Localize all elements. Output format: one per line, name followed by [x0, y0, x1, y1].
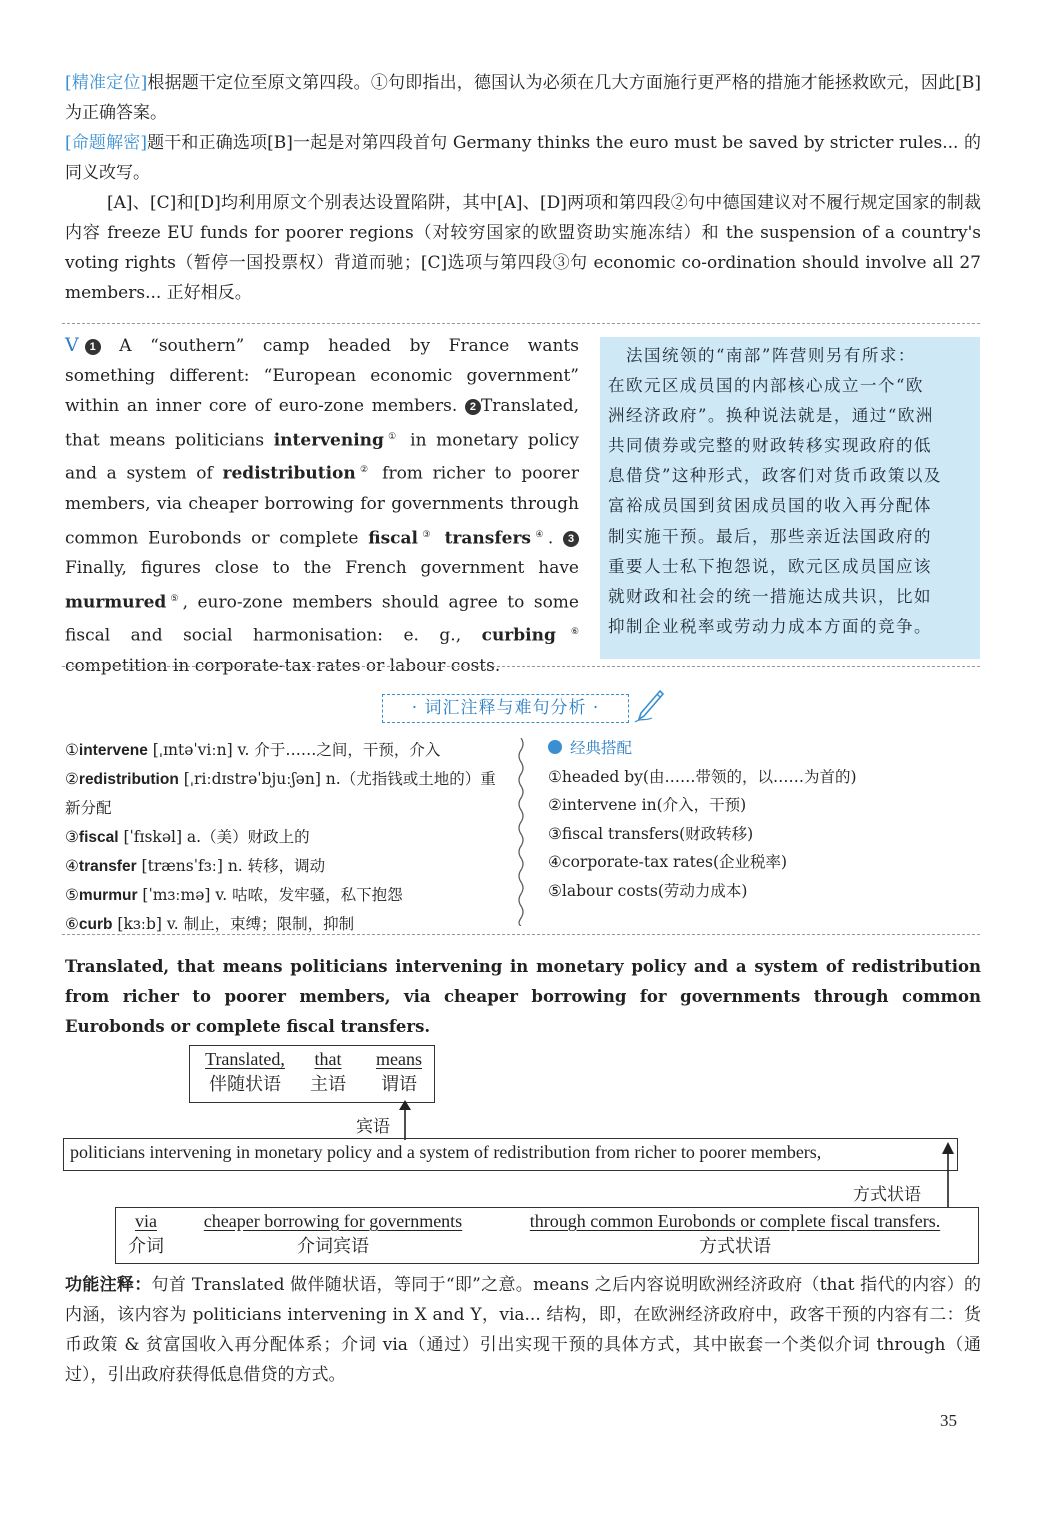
analysis-para-3: [A]、[C]和[D]均利用原文个别表达设置陷阱，其中[A]、[D]两项和第四段②句中德国建议对不履行规定国家的制裁内容 freeze EU funds for poorer regions（对较穷国家的欧盟资助实施冻结）和 the suspension of a country's voting rights（暂停一国投票权）背道而驰；[C]选项与第四段③句 economic co-ordination should involve all 27 members... 正好相反。 — [65, 193, 981, 303]
passage-paragraph: V 1 A “southern” camp headed by France wants something different: “European economic government” within an inner core of euro-zone members. 2 Translated, that means politicians intervening① in monetary policy and a system of redistribution② from richer to poorer members, via cheaper borrowing for governments through common Eurobonds or complete fiscal③ transfers④. 3 Finally, figures close to the French government have murmured⑤, euro-zone members should agree to some fiscal and social harmonisation: e. g., curbing⑥ competition in corporate-tax rates or labour costs. — [65, 334, 579, 677]
vocab-item: ②redistribution [ˌriːdɪstrəˈbjuːʃən] n.（尤指钱或土地的）重新分配 — [65, 770, 496, 818]
page-number: 35 — [940, 1411, 957, 1430]
divider — [62, 934, 980, 935]
vocab-item: ③fiscal [ˈfɪskəl] a.（美）财政上的 — [65, 827, 310, 846]
clause-cell: means 谓语 — [376, 1049, 422, 1094]
manner-label: 方式状语 — [853, 1185, 921, 1205]
vocab-item: ⑤murmur [ˈmɜːmə] v. 咕哝，发牢骚，私下抱怨 — [65, 886, 403, 905]
tag-question-decode: [命题解密] — [65, 133, 147, 153]
sentence-number-3: 3 — [563, 531, 579, 547]
vocab-list — [65, 736, 505, 939]
collocation-item: ①headed by(由……带领的，以……为首的) — [548, 767, 857, 786]
analysis-para-2: [命题解密]题干和正确选项[B]一起是对第四段首句 Germany thinks the euro must be saved by stricter rules... 的同义改写。 — [65, 133, 982, 183]
divider — [62, 323, 980, 324]
translation-box: 法国统领的“南部”阵营则另有所求： 在欧元区成员国的内部核心成立一个“欧 洲经济政府”。换种说法就是，通过“欧洲 共同债券或完整的财政转移实现政府的低 息借贷”这种形式，政客们对货币政策以及 富裕成员国到贫困成员国的收入再分配体 制实施干预。最后，那些亲近法国政府的 重要人士私下抱怨说，欧元区成员国应该 就财政和社会的统一措施达成共识，比如 抑制企业税率或劳动力成本方面的竞争。 — [600, 337, 980, 659]
collocation-item: ④corporate-tax rates(企业税率) — [548, 853, 788, 871]
vocab-word-intervening: intervening — [273, 430, 384, 451]
collocation-list — [548, 734, 988, 905]
tag-precise-location: [精准定位] — [65, 73, 148, 93]
clause-cell: via 介词 — [128, 1211, 164, 1256]
analysis-para-1: [精准定位]根据题干定位至原文第四段。①句即指出，德国认为必须在几大方面施行更严格的措施才能拯救欧元，因此[B]为正确答案。 — [65, 73, 982, 123]
clause-cell: that 主语 — [310, 1049, 346, 1094]
vocab-item: ①intervene [ˌɪntəˈviːn] v. 介于……之间，干预，介入 — [65, 741, 441, 759]
vocab-item: ⑥curb [kɜːb] v. 制止，束缚；限制，抑制 — [65, 915, 355, 934]
clause-box-manner — [115, 1207, 979, 1264]
paragraph-roman-numeral: V — [65, 334, 79, 356]
pen-icon — [632, 688, 666, 724]
wavy-divider — [515, 738, 527, 926]
vocab-word-curbing: curbing — [481, 626, 556, 647]
vocab-word-redistribution: redistribution — [222, 464, 356, 485]
function-note-label: 功能注释： — [65, 1275, 152, 1295]
divider — [62, 666, 980, 667]
vocab-word-fiscal: fiscal — [368, 528, 418, 549]
clause-box-object: politicians intervening in monetary policy and a system of redistribution from richer to poorer members, — [63, 1138, 958, 1171]
vocab-word-transfers: transfers — [444, 528, 531, 549]
sentence-number-1: 1 — [85, 339, 101, 355]
bullet-icon — [548, 740, 562, 754]
collocation-item: ⑤labour costs(劳动力成本) — [548, 881, 748, 900]
clause-cell: through common Eurobonds or complete fiscal transfers. 方式状语 — [529, 1211, 941, 1256]
difficult-sentence: Translated, that means politicians intervening in monetary policy and a system of redistribution from richer to poorer members, via cheaper borrowing for governments through common Eurobonds or complete fiscal transfers. — [65, 957, 981, 1036]
vocab-section-title: · 词汇注释与难句分析 · — [382, 694, 629, 723]
vocab-item: ④transfer [trænsˈfɜː] n. 转移，调动 — [65, 856, 326, 875]
sentence-number-2: 2 — [465, 399, 481, 415]
function-note: 功能注释：句首 Translated 做伴随状语，等同于“即”之意。means 之后内容说明欧洲经济政府（that 指代的内容）的内涵，该内容为 politicians intervening in X and Y，via... 结构，即，在欧洲经济政府中，政客干预的内容有二：货币政策 & 贫富国收入再分配体系；介词 via（通过）引出实现干预的具体方式，其中嵌套一个类似介词 through（通过），引出政府获得低息借贷的方式。 — [65, 1275, 981, 1385]
clause-cell: Translated, 伴随状语 — [205, 1049, 285, 1094]
arrow-up-icon — [395, 1098, 415, 1140]
arrow-up-icon — [938, 1140, 958, 1208]
object-label: 宾语 — [356, 1117, 390, 1137]
clause-box-main — [189, 1045, 435, 1103]
clause-cell: cheaper borrowing for governments 介词宾语 — [203, 1211, 463, 1256]
collocation-item: ③fiscal transfers(财政转移) — [548, 824, 754, 843]
collocation-item: ②intervene in(介入，干预) — [548, 796, 747, 814]
vocab-word-murmured: murmured — [65, 592, 167, 613]
collocation-title: 经典搭配 — [548, 734, 988, 763]
